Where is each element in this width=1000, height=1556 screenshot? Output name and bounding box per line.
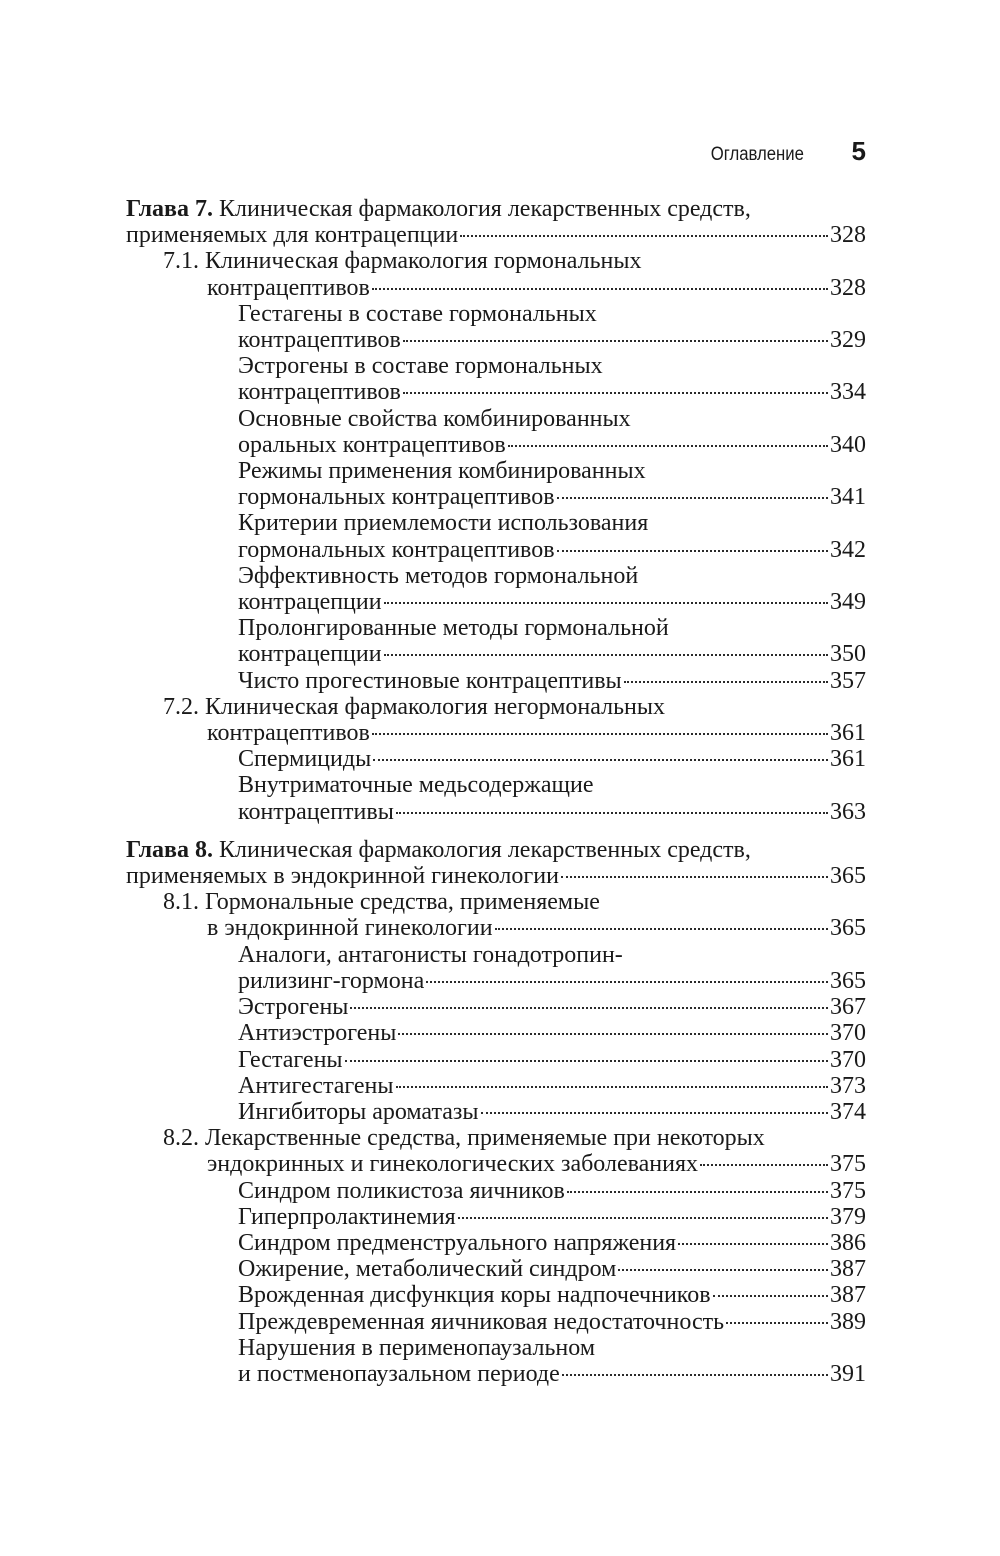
section-7-2-title: 7.2. Клиническая фармакология негормональных — [163, 693, 665, 720]
leader-dots — [557, 550, 828, 552]
toc-entry-text: Антиэстрогены — [238, 1020, 397, 1047]
toc-row[interactable] — [126, 720, 866, 746]
toc-entry-line: Пролонгированные методы гормональной — [238, 615, 669, 642]
page-ref: 341 — [830, 484, 866, 511]
section-8-2-title: 8.2. Лекарственные средства, применяемые при некоторых — [163, 1125, 765, 1152]
leader-dots — [713, 1295, 828, 1297]
chapter-7-title-cont: применяемых для контрацепции — [126, 222, 459, 249]
page-ref: 329 — [830, 327, 866, 354]
page-ref: 361 — [830, 720, 866, 747]
toc-entry-text: Чисто прогестиновые контрацептивы — [238, 667, 622, 694]
page-ref: 342 — [830, 536, 866, 563]
page-ref: 391 — [830, 1360, 866, 1387]
page-ref: 379 — [830, 1203, 866, 1230]
section-8-2-title-cont: эндокринных и гинекологических заболеваниях — [207, 1151, 699, 1178]
leader-dots — [372, 288, 828, 290]
chapter-8-title-text: Клиническая фармакология лекарственных средств, — [213, 836, 751, 863]
toc-row[interactable] — [126, 1047, 866, 1073]
table-of-contents — [126, 196, 866, 1387]
leader-dots — [562, 1374, 828, 1376]
page-ref: 375 — [830, 1151, 866, 1178]
toc-row[interactable] — [126, 668, 866, 694]
leader-dots — [398, 1033, 828, 1035]
page-ref: 373 — [830, 1072, 866, 1099]
leader-dots — [481, 1112, 828, 1114]
page-ref: 340 — [830, 431, 866, 458]
toc-row[interactable] — [126, 327, 866, 353]
chapter-7-title-text: Клиническая фармакология лекарственных средств, — [213, 196, 751, 222]
running-title: Оглавление — [710, 144, 804, 165]
toc-entry-line: Гестагены в составе гормональных — [238, 300, 597, 327]
toc-row[interactable] — [126, 1020, 866, 1046]
page-ref: 361 — [830, 746, 866, 773]
toc-row[interactable] — [126, 537, 866, 563]
page-ref: 367 — [830, 994, 866, 1021]
toc-entry-line: Аналоги, антагонисты гонадотропин- — [238, 941, 623, 968]
page-ref: 370 — [830, 1020, 866, 1047]
page-ref: 365 — [830, 967, 866, 994]
toc-entry-text: контрацептивы — [238, 798, 394, 825]
toc-entry-line: Режимы применения комбинированных — [238, 458, 646, 485]
chapter-8-title-cont: применяемых в эндокринной гинекологии — [126, 863, 559, 890]
toc-entry-line: Эффективность методов гормональной — [238, 562, 639, 589]
toc-row[interactable] — [126, 1282, 866, 1308]
page-ref: 386 — [830, 1229, 866, 1256]
page-ref: 387 — [830, 1256, 866, 1283]
page-ref: 389 — [830, 1308, 866, 1335]
toc-entry-text: Ожирение, метаболический синдром — [238, 1256, 617, 1283]
toc-row[interactable] — [126, 994, 866, 1020]
page-ref: 365 — [830, 915, 866, 942]
toc-entry-line: Эстрогены в составе гормональных — [238, 353, 603, 380]
toc-row[interactable] — [126, 275, 866, 301]
leader-dots — [373, 759, 828, 761]
toc-entry-text: и постменопаузальном периоде — [238, 1360, 560, 1387]
toc-entry-text: Гиперпролактинемия — [238, 1203, 456, 1230]
leader-dots — [426, 981, 828, 983]
leader-dots — [460, 235, 828, 237]
toc-entry-text: рилизинг-гормона — [238, 967, 425, 994]
toc-entry-text: Синдром поликистоза яичников — [238, 1177, 565, 1204]
page-ref: 357 — [830, 667, 866, 694]
page-ref: 370 — [830, 1046, 866, 1073]
chapter-8-label: Глава 8. — [126, 836, 213, 863]
toc-entry-text: Спермициды — [238, 746, 372, 773]
toc-entry-line: Основные свойства комбинированных — [238, 405, 631, 432]
toc-entry-text: контрацептивов — [238, 379, 401, 406]
section-8-1-title: 8.1. Гормональные средства, применяемые — [163, 889, 600, 916]
chapter-spacer — [126, 825, 866, 837]
toc-row[interactable] — [126, 1256, 866, 1282]
toc-row[interactable] — [126, 379, 866, 405]
leader-dots — [624, 681, 828, 683]
toc-entry-text: контрацептивов — [238, 327, 401, 354]
toc-row[interactable] — [126, 432, 866, 458]
toc-row[interactable] — [126, 641, 866, 667]
leader-dots — [508, 445, 828, 447]
chapter-7-title-line — [126, 196, 866, 222]
toc-row[interactable] — [126, 484, 866, 510]
leader-dots — [561, 876, 828, 878]
page-ref: 350 — [830, 641, 866, 668]
toc-row[interactable] — [126, 1204, 866, 1230]
toc-row[interactable] — [126, 1073, 866, 1099]
leader-dots — [495, 928, 828, 930]
leader-dots — [384, 602, 828, 604]
page-ref: 387 — [830, 1282, 866, 1309]
toc-row[interactable] — [126, 1361, 866, 1387]
toc-entry-text: Эстрогены — [238, 994, 349, 1021]
toc-row[interactable] — [126, 968, 866, 994]
page-ref: 374 — [830, 1098, 866, 1125]
toc-row[interactable] — [126, 1309, 866, 1335]
leader-dots — [678, 1243, 828, 1245]
toc-entry-text: контрацепции — [238, 589, 382, 616]
toc-row[interactable] — [126, 222, 866, 248]
leader-dots — [557, 497, 828, 499]
toc-row[interactable] — [126, 1230, 866, 1256]
toc-entry-text: Врожденная дисфункция коры надпочечников — [238, 1282, 711, 1309]
leader-dots — [384, 654, 828, 656]
leader-dots — [458, 1217, 828, 1219]
toc-entry-text: гормональных контрацептивов — [238, 536, 555, 563]
section-7-1-title-cont: контрацептивов — [207, 274, 370, 301]
leader-dots — [345, 1060, 828, 1062]
page-ref: 375 — [830, 1177, 866, 1204]
chapter-8-title-line — [126, 837, 866, 863]
toc-row[interactable] — [126, 1178, 866, 1204]
toc-row[interactable] — [126, 1099, 866, 1125]
page-ref: 349 — [830, 589, 866, 616]
toc-row[interactable] — [126, 863, 866, 889]
toc-entry-text: контрацепции — [238, 641, 382, 668]
chapter-7-label: Глава 7. — [126, 196, 213, 222]
page-ref: 328 — [830, 274, 866, 301]
toc-entry-text: гормональных контрацептивов — [238, 484, 555, 511]
page-number: 5 — [851, 136, 866, 166]
toc-entry-text: Гестагены — [238, 1046, 343, 1073]
leader-dots — [403, 392, 828, 394]
toc-row[interactable] — [126, 915, 866, 941]
section-7-2-title-cont: контрацептивов — [207, 720, 370, 747]
leader-dots — [396, 1086, 828, 1088]
section-7-1-title: 7.1. Клиническая фармакология гормональных — [163, 248, 642, 275]
running-header — [0, 136, 866, 167]
toc-entry-line: Критерии приемлемости использования — [238, 510, 649, 537]
toc-entry-line: Внутриматочные медьсодержащие — [238, 772, 594, 799]
section-8-1-title-cont: в эндокринной гинекологии — [207, 915, 493, 942]
toc-row[interactable] — [126, 589, 866, 615]
page-ref: 334 — [830, 379, 866, 406]
toc-row[interactable] — [126, 746, 866, 772]
page-ref: 365 — [830, 863, 866, 890]
toc-entry-text: оральных контрацептивов — [238, 431, 506, 458]
toc-row[interactable] — [126, 1151, 866, 1177]
page-ref: 328 — [830, 222, 866, 249]
toc-entry-text: Антигестагены — [238, 1072, 394, 1099]
leader-dots — [700, 1164, 828, 1166]
leader-dots — [396, 812, 828, 814]
leader-dots — [726, 1322, 828, 1324]
toc-entry-line: Нарушения в перименопаузальном — [238, 1334, 595, 1361]
toc-row[interactable] — [126, 799, 866, 825]
leader-dots — [567, 1191, 828, 1193]
toc-entry-text: Преждевременная яичниковая недостаточность — [238, 1308, 725, 1335]
toc-entry-text: Ингибиторы ароматазы — [238, 1098, 479, 1125]
toc-entry-text: Синдром предменструального напряжения — [238, 1229, 677, 1256]
leader-dots — [350, 1007, 828, 1009]
leader-dots — [618, 1269, 828, 1271]
leader-dots — [372, 733, 828, 735]
page-ref: 363 — [830, 798, 866, 825]
leader-dots — [403, 340, 828, 342]
